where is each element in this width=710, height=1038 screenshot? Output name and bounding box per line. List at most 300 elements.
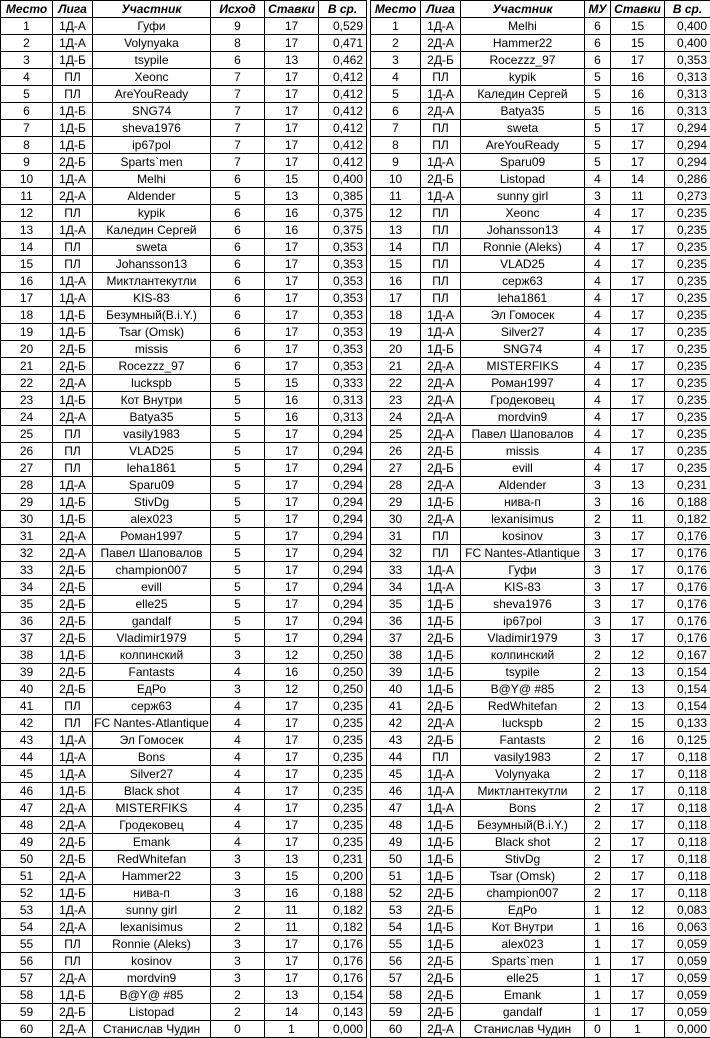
- table-row: [1, 426, 367, 443]
- place-cell: 49: [371, 834, 421, 851]
- average-cell: 0,235: [665, 273, 710, 290]
- league-cell: 2Д-Б: [53, 358, 93, 375]
- score-cell: 4: [585, 392, 611, 409]
- league-cell: 2Д-А: [53, 528, 93, 545]
- table-row: [1, 919, 367, 936]
- place-cell: 57: [371, 970, 421, 987]
- place-cell: 1: [371, 18, 421, 35]
- average-cell: 0,059: [665, 936, 710, 953]
- score-cell: 2: [211, 987, 265, 1004]
- league-cell: 2Д-Б: [421, 953, 461, 970]
- score-cell: 2: [585, 732, 611, 749]
- table-row: [371, 834, 710, 851]
- place-cell: 58: [371, 987, 421, 1004]
- bets-cell: 17: [611, 545, 665, 562]
- league-cell: 1Д-А: [53, 902, 93, 919]
- place-cell: 59: [1, 1004, 53, 1021]
- score-cell: 3: [585, 579, 611, 596]
- place-cell: 39: [1, 664, 53, 681]
- bets-cell: 17: [611, 324, 665, 341]
- bets-cell: 16: [611, 86, 665, 103]
- average-cell: 0,471: [319, 35, 367, 52]
- league-cell: 2Д-А: [421, 426, 461, 443]
- score-cell: 2: [585, 698, 611, 715]
- average-cell: 0,294: [319, 460, 367, 477]
- participant-cell: Emank: [461, 987, 585, 1004]
- place-cell: 1: [1, 18, 53, 35]
- participant-cell: Johansson13: [461, 222, 585, 239]
- participant-cell: Batya35: [461, 103, 585, 120]
- average-cell: 0,529: [319, 18, 367, 35]
- table-row: [371, 324, 710, 341]
- place-cell: 47: [371, 800, 421, 817]
- bets-cell: 17: [611, 596, 665, 613]
- participant-cell: Безумный(B.i.Y.): [93, 307, 211, 324]
- bets-cell: 17: [611, 443, 665, 460]
- participant-cell: Aldender: [461, 477, 585, 494]
- participant-cell: Гродековец: [461, 392, 585, 409]
- score-cell: 3: [585, 494, 611, 511]
- average-cell: 0,294: [319, 545, 367, 562]
- score-cell: 6: [585, 35, 611, 52]
- place-cell: 5: [1, 86, 53, 103]
- participant-cell: нива-п: [93, 885, 211, 902]
- bets-cell: 16: [265, 885, 319, 902]
- score-cell: 5: [211, 188, 265, 205]
- participant-cell: SNG74: [93, 103, 211, 120]
- table-row: [1, 137, 367, 154]
- place-cell: 46: [1, 783, 53, 800]
- bets-cell: 16: [611, 69, 665, 86]
- place-cell: 3: [371, 52, 421, 69]
- score-cell: 5: [211, 375, 265, 392]
- table-row: [371, 358, 710, 375]
- table-row: [1, 630, 367, 647]
- bets-cell: 17: [265, 18, 319, 35]
- bets-cell: 16: [265, 664, 319, 681]
- average-cell: 0,125: [665, 732, 710, 749]
- participant-cell: ЕдРо: [93, 681, 211, 698]
- bets-cell: 17: [265, 698, 319, 715]
- average-cell: 0,235: [665, 392, 710, 409]
- league-cell: 2Д-А: [53, 817, 93, 834]
- average-cell: 0,400: [665, 35, 710, 52]
- average-cell: 0,250: [319, 664, 367, 681]
- bets-cell: 16: [611, 732, 665, 749]
- table-body: [371, 18, 710, 1038]
- table-row: [371, 477, 710, 494]
- participant-cell: MISTERFIKS: [93, 800, 211, 817]
- participant-cell: Melhi: [93, 171, 211, 188]
- bets-cell: 17: [265, 562, 319, 579]
- league-cell: 2Д-А: [53, 919, 93, 936]
- place-cell: 15: [371, 256, 421, 273]
- participant-cell: Listopad: [461, 171, 585, 188]
- participant-cell: tsypile: [93, 52, 211, 69]
- average-cell: 0,235: [319, 698, 367, 715]
- place-cell: 25: [371, 426, 421, 443]
- table-row: [371, 579, 710, 596]
- participant-cell: Эл Гомосек: [461, 307, 585, 324]
- league-cell: 2Д-А: [421, 1021, 461, 1038]
- place-cell: 18: [1, 307, 53, 324]
- place-cell: 29: [1, 494, 53, 511]
- score-cell: 3: [585, 562, 611, 579]
- score-cell: 1: [585, 970, 611, 987]
- place-cell: 21: [1, 358, 53, 375]
- participant-cell: alex023: [461, 936, 585, 953]
- bets-cell: 17: [265, 749, 319, 766]
- participant-cell: Гуфи: [461, 562, 585, 579]
- place-cell: 36: [1, 613, 53, 630]
- table-row: [371, 239, 710, 256]
- average-cell: 0,294: [319, 426, 367, 443]
- average-cell: 0,143: [319, 1004, 367, 1021]
- average-cell: 0,235: [319, 817, 367, 834]
- place-cell: 53: [371, 902, 421, 919]
- table-row: [1, 307, 367, 324]
- bets-cell: 17: [265, 460, 319, 477]
- score-cell: 3: [211, 681, 265, 698]
- bets-cell: 13: [611, 664, 665, 681]
- score-cell: 4: [211, 834, 265, 851]
- table-row: [1, 375, 367, 392]
- table-row: [1, 205, 367, 222]
- league-cell: ПЛ: [421, 137, 461, 154]
- header-bets: Ставки: [611, 1, 665, 18]
- table-row: [371, 613, 710, 630]
- score-cell: 6: [585, 18, 611, 35]
- participant-cell: Xeonc: [461, 205, 585, 222]
- place-cell: 56: [1, 953, 53, 970]
- header-row: [1, 1, 367, 18]
- score-cell: 2: [585, 511, 611, 528]
- average-cell: 0,294: [665, 120, 710, 137]
- place-cell: 4: [1, 69, 53, 86]
- participant-cell: kosinov: [461, 528, 585, 545]
- score-cell: 4: [585, 375, 611, 392]
- average-cell: 0,154: [665, 698, 710, 715]
- place-cell: 43: [371, 732, 421, 749]
- participant-cell: Aldender: [93, 188, 211, 205]
- bets-cell: 17: [265, 528, 319, 545]
- participant-cell: evill: [461, 460, 585, 477]
- league-cell: ПЛ: [53, 936, 93, 953]
- average-cell: 0,182: [665, 511, 710, 528]
- average-cell: 0,375: [319, 205, 367, 222]
- score-cell: 4: [211, 817, 265, 834]
- table-row: [371, 426, 710, 443]
- average-cell: 0,353: [319, 341, 367, 358]
- table-row: [371, 443, 710, 460]
- score-cell: 3: [585, 613, 611, 630]
- table-row: [1, 511, 367, 528]
- participant-cell: missis: [461, 443, 585, 460]
- table-row: [371, 817, 710, 834]
- participant-cell: Black shot: [93, 783, 211, 800]
- place-cell: 32: [1, 545, 53, 562]
- place-cell: 21: [371, 358, 421, 375]
- table-row: [371, 664, 710, 681]
- league-cell: 1Д-Б: [421, 851, 461, 868]
- participant-cell: kosinov: [93, 953, 211, 970]
- average-cell: 0,118: [665, 885, 710, 902]
- bets-cell: 17: [265, 443, 319, 460]
- average-cell: 0,313: [319, 409, 367, 426]
- score-cell: 6: [211, 290, 265, 307]
- table-row: [1, 409, 367, 426]
- average-cell: 0,235: [665, 341, 710, 358]
- score-cell: 3: [211, 936, 265, 953]
- participant-cell: vasily1983: [93, 426, 211, 443]
- bets-cell: 17: [265, 273, 319, 290]
- place-cell: 50: [1, 851, 53, 868]
- table-row: [1, 35, 367, 52]
- table-row: [1, 715, 367, 732]
- bets-cell: 16: [265, 205, 319, 222]
- table-row: [371, 154, 710, 171]
- league-cell: 2Д-А: [421, 477, 461, 494]
- bets-cell: 16: [265, 392, 319, 409]
- participant-cell: sunny girl: [461, 188, 585, 205]
- table-row: [371, 851, 710, 868]
- table-row: [371, 868, 710, 885]
- average-cell: 0,235: [319, 766, 367, 783]
- place-cell: 48: [1, 817, 53, 834]
- place-cell: 53: [1, 902, 53, 919]
- place-cell: 17: [1, 290, 53, 307]
- league-cell: 1Д-А: [421, 18, 461, 35]
- bets-cell: 13: [265, 188, 319, 205]
- average-cell: 0,059: [665, 953, 710, 970]
- score-cell: 1: [585, 936, 611, 953]
- table-row: [371, 749, 710, 766]
- score-cell: 3: [585, 528, 611, 545]
- table-row: [1, 851, 367, 868]
- league-cell: 2Д-А: [53, 545, 93, 562]
- table-row: [371, 766, 710, 783]
- place-cell: 43: [1, 732, 53, 749]
- league-cell: ПЛ: [421, 290, 461, 307]
- league-cell: ПЛ: [53, 443, 93, 460]
- average-cell: 0,400: [319, 171, 367, 188]
- league-cell: 2Д-Б: [421, 885, 461, 902]
- league-cell: 2Д-Б: [53, 596, 93, 613]
- table-row: [1, 732, 367, 749]
- average-cell: 0,353: [319, 358, 367, 375]
- bets-cell: 17: [611, 409, 665, 426]
- league-cell: 2Д-Б: [421, 630, 461, 647]
- score-cell: 2: [585, 664, 611, 681]
- league-cell: 1Д-Б: [421, 817, 461, 834]
- average-cell: 0,176: [319, 936, 367, 953]
- league-cell: 2Д-Б: [53, 613, 93, 630]
- bets-cell: 17: [611, 120, 665, 137]
- bets-cell: 17: [265, 256, 319, 273]
- bets-cell: 17: [265, 341, 319, 358]
- score-cell: 5: [211, 409, 265, 426]
- bets-cell: 17: [611, 358, 665, 375]
- participant-cell: Каледин Сергей: [93, 222, 211, 239]
- place-cell: 8: [371, 137, 421, 154]
- league-cell: 1Д-Б: [421, 834, 461, 851]
- table-row: [371, 341, 710, 358]
- place-cell: 52: [371, 885, 421, 902]
- average-cell: 0,353: [319, 256, 367, 273]
- bets-cell: 17: [611, 766, 665, 783]
- place-cell: 18: [371, 307, 421, 324]
- score-cell: 9: [211, 18, 265, 35]
- score-cell: 4: [585, 222, 611, 239]
- league-cell: 1Д-Б: [53, 511, 93, 528]
- table-row: [1, 290, 367, 307]
- table-row: [371, 494, 710, 511]
- score-cell: 2: [585, 851, 611, 868]
- bets-cell: 17: [265, 936, 319, 953]
- bets-cell: 1: [611, 1021, 665, 1038]
- place-cell: 33: [1, 562, 53, 579]
- place-cell: 47: [1, 800, 53, 817]
- league-cell: 2Д-Б: [53, 681, 93, 698]
- participant-cell: Fantasts: [93, 664, 211, 681]
- bets-cell: 16: [611, 494, 665, 511]
- participant-cell: Hammer22: [461, 35, 585, 52]
- table-row: [371, 392, 710, 409]
- participant-cell: Sparts`men: [93, 154, 211, 171]
- place-cell: 14: [1, 239, 53, 256]
- average-cell: 0,118: [665, 834, 710, 851]
- place-cell: 26: [1, 443, 53, 460]
- league-cell: ПЛ: [421, 749, 461, 766]
- average-cell: 0,176: [665, 528, 710, 545]
- participant-cell: колпинский: [93, 647, 211, 664]
- place-cell: 30: [1, 511, 53, 528]
- place-cell: 12: [371, 205, 421, 222]
- score-cell: 4: [585, 409, 611, 426]
- league-cell: 2Д-А: [421, 375, 461, 392]
- league-cell: 2Д-Б: [421, 1004, 461, 1021]
- table-row: [371, 562, 710, 579]
- participant-cell: sweta: [93, 239, 211, 256]
- place-cell: 20: [1, 341, 53, 358]
- score-cell: 3: [211, 647, 265, 664]
- average-cell: 0,235: [665, 460, 710, 477]
- bets-cell: 17: [611, 800, 665, 817]
- participant-cell: Batya35: [93, 409, 211, 426]
- score-cell: 6: [211, 256, 265, 273]
- participant-cell: Xeonc: [93, 69, 211, 86]
- average-cell: 0,400: [665, 18, 710, 35]
- table-row: [1, 987, 367, 1004]
- league-cell: 1Д-А: [421, 783, 461, 800]
- league-cell: 2Д-Б: [53, 341, 93, 358]
- participant-cell: lexanisimus: [461, 511, 585, 528]
- table-row: [371, 205, 710, 222]
- average-cell: 0,231: [665, 477, 710, 494]
- score-cell: 6: [211, 239, 265, 256]
- bets-cell: 17: [611, 528, 665, 545]
- place-cell: 60: [1, 1021, 53, 1038]
- bets-cell: 17: [265, 103, 319, 120]
- bets-cell: 17: [611, 936, 665, 953]
- table-row: [371, 545, 710, 562]
- participant-cell: leha1861: [461, 290, 585, 307]
- place-cell: 2: [1, 35, 53, 52]
- league-cell: 2Д-Б: [53, 1004, 93, 1021]
- score-cell: 6: [585, 52, 611, 69]
- place-cell: 40: [1, 681, 53, 698]
- table-row: [371, 596, 710, 613]
- participant-cell: Ronnie (Aleks): [461, 239, 585, 256]
- league-cell: ПЛ: [421, 528, 461, 545]
- place-cell: 6: [1, 103, 53, 120]
- table-row: [371, 936, 710, 953]
- header-average: В ср.: [665, 1, 710, 18]
- score-cell: 4: [585, 205, 611, 222]
- league-cell: 1Д-Б: [421, 341, 461, 358]
- league-cell: 1Д-А: [53, 766, 93, 783]
- participant-cell: Rocezzz_97: [461, 52, 585, 69]
- bets-cell: 17: [611, 562, 665, 579]
- participant-cell: KIS-83: [93, 290, 211, 307]
- table-row: [1, 239, 367, 256]
- place-cell: 59: [371, 1004, 421, 1021]
- bets-cell: 17: [611, 137, 665, 154]
- participant-cell: leha1861: [93, 460, 211, 477]
- score-cell: 1: [585, 1004, 611, 1021]
- average-cell: 0,182: [319, 902, 367, 919]
- league-cell: 1Д-Б: [53, 783, 93, 800]
- score-cell: 4: [585, 273, 611, 290]
- league-cell: ПЛ: [53, 205, 93, 222]
- participant-cell: Sparts`men: [461, 953, 585, 970]
- participant-cell: RedWhitefan: [93, 851, 211, 868]
- league-cell: 2Д-А: [53, 188, 93, 205]
- league-cell: 1Д-А: [53, 477, 93, 494]
- bets-cell: 17: [611, 222, 665, 239]
- league-cell: ПЛ: [53, 256, 93, 273]
- table-row: [1, 647, 367, 664]
- bets-cell: 17: [265, 817, 319, 834]
- score-cell: 5: [585, 69, 611, 86]
- average-cell: 0,176: [665, 579, 710, 596]
- participant-cell: B@Y@ #85: [93, 987, 211, 1004]
- score-cell: 6: [211, 205, 265, 222]
- score-cell: 5: [585, 120, 611, 137]
- average-cell: 0,333: [319, 375, 367, 392]
- average-cell: 0,176: [319, 970, 367, 987]
- table-row: [1, 86, 367, 103]
- bets-cell: 17: [265, 596, 319, 613]
- place-cell: 52: [1, 885, 53, 902]
- league-cell: 1Д-Б: [53, 324, 93, 341]
- score-cell: 3: [211, 851, 265, 868]
- place-cell: 23: [1, 392, 53, 409]
- place-cell: 44: [371, 749, 421, 766]
- league-cell: 2Д-Б: [421, 902, 461, 919]
- average-cell: 0,182: [319, 919, 367, 936]
- bets-cell: 17: [611, 613, 665, 630]
- score-cell: 3: [211, 868, 265, 885]
- bets-cell: 16: [611, 919, 665, 936]
- participant-cell: Ronnie (Aleks): [93, 936, 211, 953]
- table-row: [371, 970, 710, 987]
- place-cell: 32: [371, 545, 421, 562]
- score-cell: 4: [585, 256, 611, 273]
- participant-cell: Миктлантекутли: [461, 783, 585, 800]
- table-row: [1, 868, 367, 885]
- participant-cell: Безумный(B.i.Y.): [461, 817, 585, 834]
